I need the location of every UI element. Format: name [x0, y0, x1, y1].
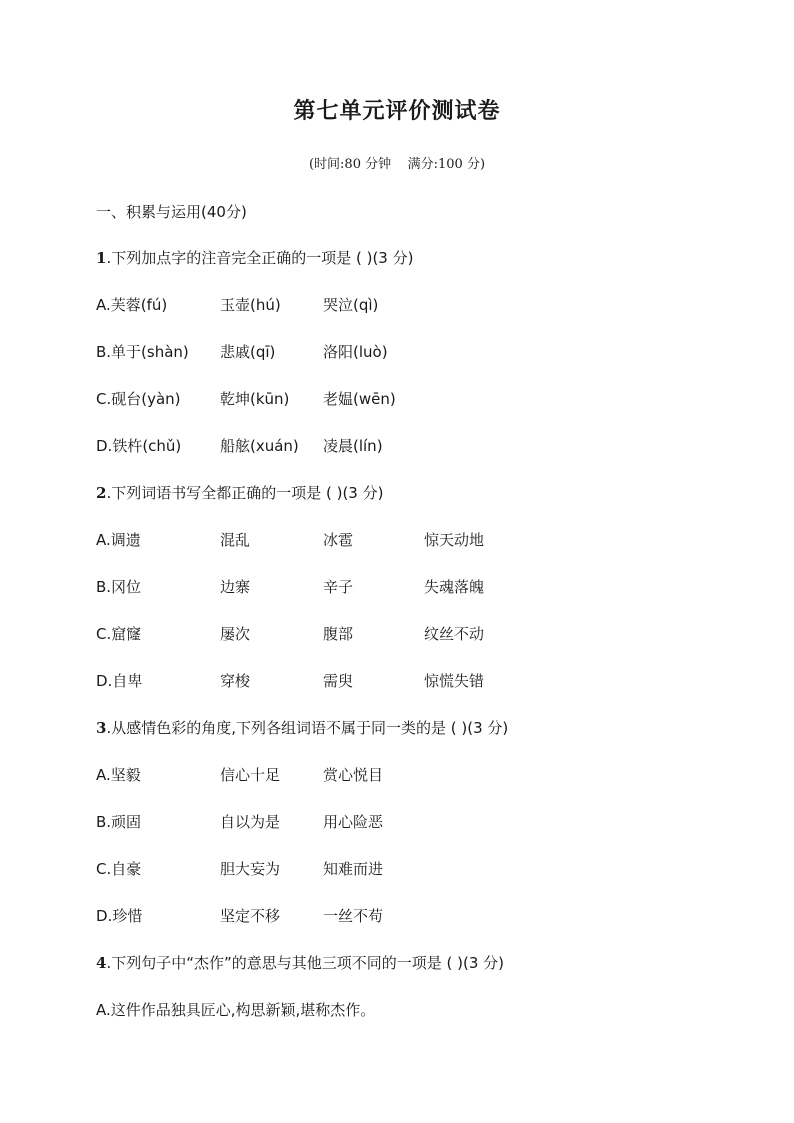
option-item: 需臾: [323, 672, 354, 690]
question-number: 1: [96, 249, 107, 267]
exam-subtitle: (时间:80 分钟 满分:100 分): [308, 157, 486, 172]
option-item: B.顽固: [96, 813, 142, 831]
option-item: 屡次: [220, 625, 251, 643]
option-item: 自以为是: [220, 813, 281, 831]
option-item: 信心十足: [220, 766, 281, 784]
option-item: 坚定不移: [220, 907, 281, 925]
option-item: C.自豪: [96, 860, 142, 878]
option-item: 失魂落魄: [424, 578, 485, 596]
option-item: 凌晨(lín): [323, 437, 383, 455]
option-item: 哭泣(qì): [323, 296, 379, 314]
section-heading: 一、积累与运用(40分): [96, 203, 247, 221]
option-item: 纹丝不动: [424, 625, 485, 643]
option-item: C.砚台(yàn): [96, 390, 181, 408]
option-item: 穿梭: [220, 672, 251, 690]
option-item: 赏心悦目: [323, 766, 384, 784]
option-item: 混乱: [220, 531, 251, 549]
option-item: 惊天动地: [424, 531, 485, 549]
option-item: C.窟窿: [96, 625, 142, 643]
option-item: 玉壶(hú): [220, 296, 281, 314]
option-item: A.芙蓉(fú): [96, 296, 168, 314]
option-item: 悲戚(qī): [220, 343, 276, 361]
option-item: D.珍惜: [96, 907, 143, 925]
question-3-stem: [96, 717, 508, 739]
exam-title: 第七单元评价测试卷: [293, 98, 501, 124]
option-item: 知难而进: [323, 860, 384, 878]
option-item: B.冈位: [96, 578, 142, 596]
option-item: 洛阳(luò): [323, 343, 388, 361]
option-item: 冰雹: [323, 531, 354, 549]
question-number: 2: [96, 484, 107, 502]
option-item: 辛子: [323, 578, 354, 596]
question-2-stem: [96, 482, 383, 504]
option-item: B.单于(shàn): [96, 343, 189, 361]
option-item: 腹部: [323, 625, 354, 643]
option-item: 胆大妄为: [220, 860, 281, 878]
option-item: A.调遗: [96, 531, 141, 549]
question-1-stem: [96, 247, 413, 269]
option-item: 一丝不苟: [323, 907, 384, 925]
option-item: 边寨: [220, 578, 251, 596]
question-text: .从感情色彩的角度,下列各组词语不属于同一类的是 ( )(3 分): [106, 719, 509, 737]
option-item: 用心险恶: [323, 813, 384, 831]
option-item: D.铁杵(chǔ): [96, 437, 182, 455]
question-number: 3: [96, 719, 107, 737]
question-number: 4: [96, 954, 107, 972]
option-item: D.自卑: [96, 672, 143, 690]
option-item: 船舷(xuán): [220, 437, 299, 455]
question-text: .下列词语书写全都正确的一项是 ( )(3 分): [106, 484, 384, 502]
option-item: 乾坤(kūn): [220, 390, 290, 408]
option-item: A.坚毅: [96, 766, 141, 784]
option-item: 老媪(wēn): [323, 390, 396, 408]
question-text: .下列加点字的注音完全正确的一项是 ( )(3 分): [106, 249, 414, 267]
option-item: A.这件作品独具匠心,构思新颖,堪称杰作。: [96, 1001, 376, 1019]
option-item: 惊慌失错: [424, 672, 485, 690]
question-text: .下列句子中“杰作”的意思与其他三项不同的一项是 ( )(3 分): [106, 954, 505, 972]
question-4-stem: [96, 952, 504, 974]
